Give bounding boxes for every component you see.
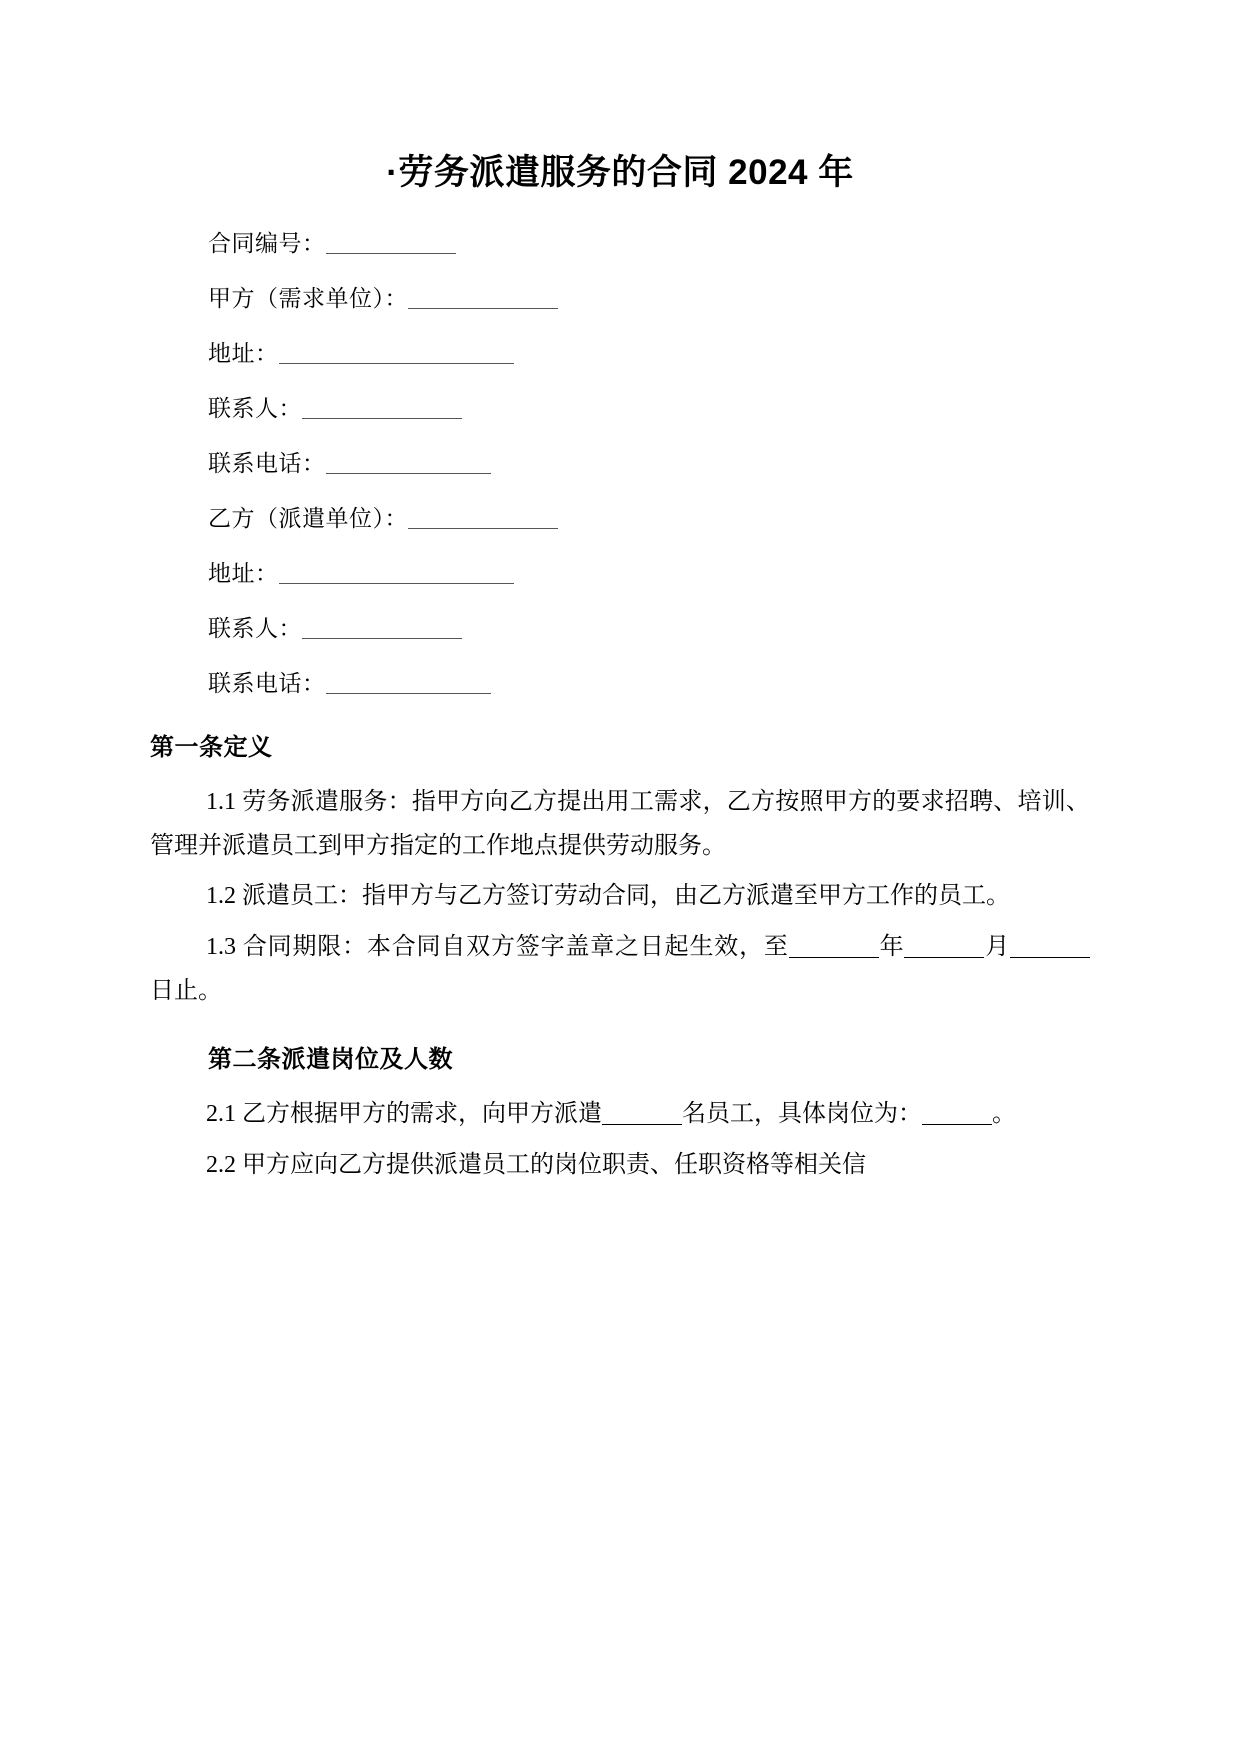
contract-field-row — [150, 287, 1090, 310]
contract-field-row — [150, 617, 1090, 640]
field-blank-input[interactable] — [408, 508, 558, 529]
sections-block — [150, 727, 1090, 1188]
field-blank-input[interactable] — [326, 673, 491, 694]
clause-text: 1.2 派遣员工：指甲方与乙方签订劳动合同，由乙方派遣至甲方工作的员工。 — [206, 883, 1010, 910]
contract-field-row — [150, 342, 1090, 365]
section-heading: 第二条派遣岗位及人数 — [208, 1046, 453, 1074]
inline-blank-input[interactable] — [922, 1106, 992, 1125]
field-blank-input[interactable] — [326, 453, 491, 474]
field-label: 联系电话： — [208, 450, 326, 476]
inline-blank-input[interactable] — [789, 939, 879, 958]
contract-field-row — [150, 232, 1090, 255]
clause-paragraph — [150, 1092, 1090, 1136]
clause-text: 月 — [984, 933, 1011, 960]
clause-text: 1.3 合同期限：本合同自双方签字盖章之日起生效，至 — [206, 933, 789, 960]
header-fields-block — [150, 232, 1090, 695]
clause-paragraph — [150, 874, 1090, 918]
clause-paragraph — [150, 925, 1090, 1014]
field-label: 乙方（派遣单位）： — [208, 505, 408, 531]
inline-blank-input[interactable] — [904, 939, 984, 958]
clause-text: 1.1 劳务派遣服务：指甲方向乙方提出用工需求，乙方按照甲方的要求招聘、培训、管理并派遣员工到甲方指定的工作地点提供劳动服务。 — [150, 788, 1090, 859]
field-label: 联系人： — [208, 615, 302, 641]
contract-field-row — [150, 507, 1090, 530]
clause-text: 2.2 甲方应向乙方提供派遣员工的岗位职责、任职资格等相关信 — [206, 1151, 866, 1178]
contract-field-row — [150, 562, 1090, 585]
field-label: 地址： — [208, 560, 279, 586]
clause-text: 2.1 乙方根据甲方的需求，向甲方派遣 — [206, 1101, 602, 1128]
page-title: ·劳务派遣服务的合同 2024 年 — [386, 153, 854, 192]
contract-field-row — [150, 452, 1090, 475]
field-blank-input[interactable] — [326, 233, 456, 254]
field-label: 地址： — [208, 340, 279, 366]
inline-blank-input[interactable] — [1010, 939, 1090, 958]
section-heading: 第一条定义 — [150, 733, 273, 761]
inline-blank-input[interactable] — [602, 1106, 682, 1125]
field-label: 合同编号： — [208, 230, 326, 256]
contract-field-row — [150, 397, 1090, 420]
clause-text: 日止。 — [150, 978, 222, 1005]
clause-text: 年 — [878, 933, 905, 960]
contract-field-row — [150, 672, 1090, 695]
field-blank-input[interactable] — [302, 398, 462, 419]
field-label: 联系人： — [208, 395, 302, 421]
clause-paragraph — [150, 780, 1090, 869]
field-blank-input[interactable] — [279, 343, 514, 364]
clause-text: 。 — [992, 1101, 1016, 1128]
field-label: 甲方（需求单位）： — [208, 285, 408, 311]
field-blank-input[interactable] — [279, 563, 514, 584]
clause-text: 名员工，具体岗位为： — [682, 1101, 922, 1128]
clause-paragraph — [150, 1143, 1090, 1187]
field-blank-input[interactable] — [408, 288, 558, 309]
field-blank-input[interactable] — [302, 618, 462, 639]
field-label: 联系电话： — [208, 670, 326, 696]
